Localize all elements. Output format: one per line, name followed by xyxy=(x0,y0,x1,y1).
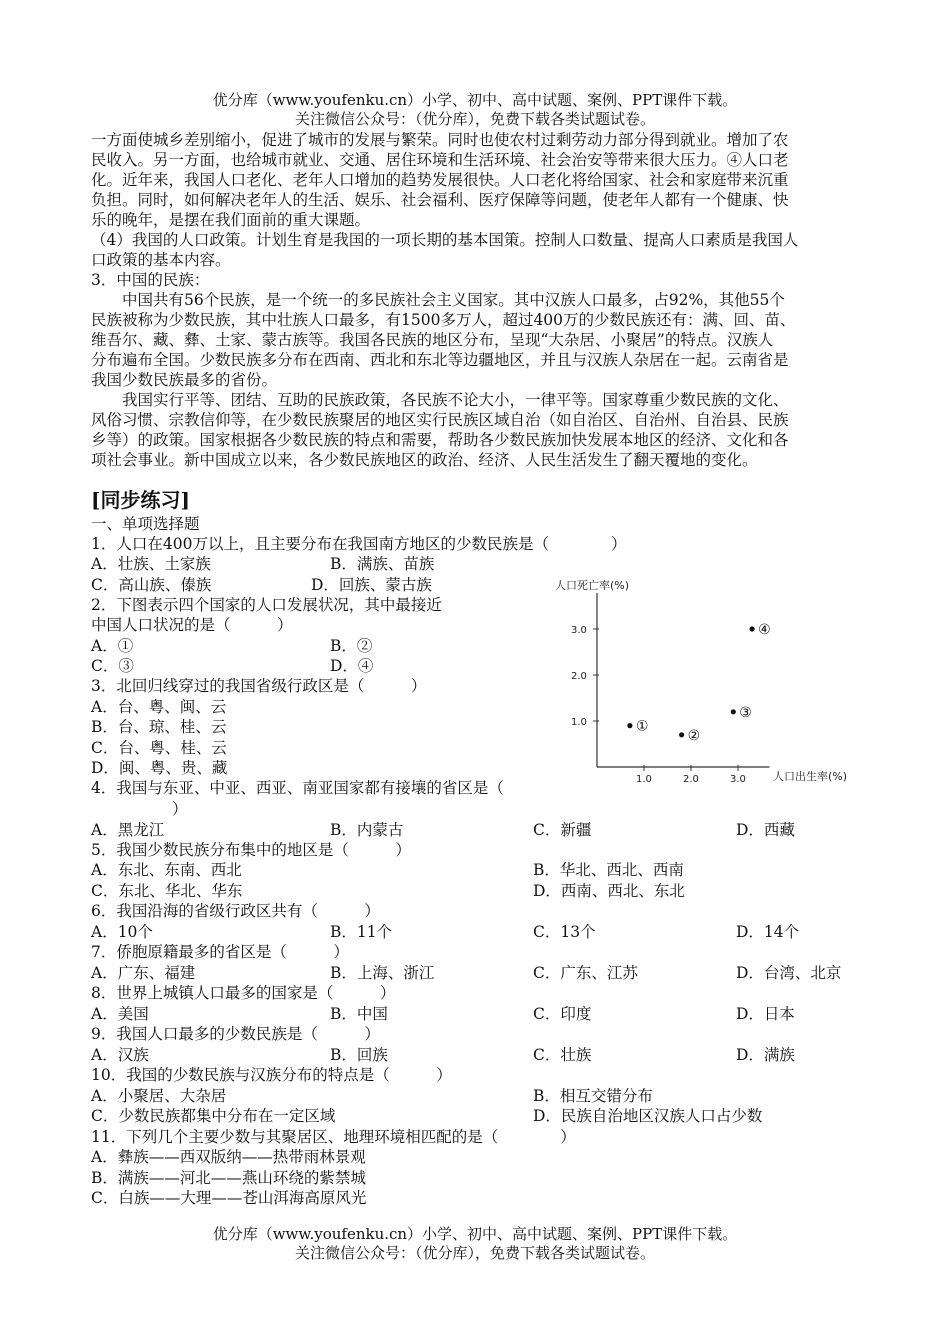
question-10-stem: 10．我国的少数民族与汉族分布的特点是（ ） xyxy=(91,1066,452,1084)
question-2-option-a: A．① xyxy=(91,637,134,655)
question-6-option-c: C．13个 xyxy=(533,923,596,941)
scatter-point-label: ② xyxy=(687,727,701,744)
scatter-point xyxy=(679,732,684,737)
scatter-point xyxy=(750,626,755,631)
question-6-option-b: B．11个 xyxy=(330,923,393,941)
body-line: 口政策的基本内容。 xyxy=(91,251,231,269)
scatter-point xyxy=(731,709,736,714)
question-5-option-b: B．华北、西北、西南 xyxy=(533,861,684,879)
footer-line-1: 优分库（www.youfenku.cn）小学、初中、高中试题、案例、PPT课件下载。 xyxy=(212,1225,738,1243)
question-5-option-a: A．东北、东南、西北 xyxy=(91,861,242,879)
question-10-option-a: A．小聚居、大杂居 xyxy=(91,1087,227,1105)
question-11-option-a: A．彝族——西双版纳——热带雨林景观 xyxy=(91,1148,366,1166)
body-line: 民收入。另一方面，也给城市就业、交通、居住环境和生活环境、社会治安等带来很大压力。④人口老 xyxy=(91,151,789,169)
question-8-option-b: B．中国 xyxy=(330,1005,388,1023)
question-8-stem: 8．世界上城镇人口最多的国家是（ ） xyxy=(91,984,396,1002)
header-line-2: 关注微信公众号：（优分库），免费下载各类试题试卷。 xyxy=(294,110,655,128)
question-11-stem: 11．下列几个主要少数与其聚居区、地理环境相匹配的是（ ） xyxy=(91,1128,576,1146)
y-tick-label: 1.0 xyxy=(571,717,587,728)
footer-line-2: 关注微信公众号：（优分库），免费下载各类试题试卷。 xyxy=(294,1244,655,1262)
question-7-option-b: B．上海、浙江 xyxy=(330,964,435,982)
question-2-stem-line-1: 2．下图表示四个国家的人口发展状况，其中最接近 xyxy=(91,596,442,614)
body-line: 乡等）的政策。国家根据各少数民族的特点和需要，帮助各少数民族加快发展本地区的经济、文化和各 xyxy=(91,431,789,449)
question-6-option-d: D．14个 xyxy=(736,923,800,941)
question-6-stem: 6．我国沿海的省级行政区共有（ ） xyxy=(91,902,380,920)
population-scatter-chart xyxy=(545,575,875,790)
question-1-option-a: A．壮族、土家族 xyxy=(91,555,211,573)
question-2-option-b: B．② xyxy=(330,637,373,655)
body-line: （4）我国的人口政策。计划生育是我国的一项长期的基本国策。控制人口数量、提高人口素质是我国人 xyxy=(91,231,799,249)
question-8-option-c: C．印度 xyxy=(533,1005,592,1023)
body-line: 维吾尔、藏、彝、土家、蒙古族等。我国各民族的地区分布，呈现“大杂居、小聚居”的特点。汉族人 xyxy=(91,331,774,349)
body-line: 化。近年来，我国人口老化、老年人口增加的趋势发展很快。人口老化将给国家、社会和家庭带来沉重 xyxy=(91,171,789,189)
question-9-option-a: A．汉族 xyxy=(91,1046,149,1064)
scatter-point-label: ① xyxy=(635,718,649,735)
question-4-option-b: B．内蒙古 xyxy=(330,821,404,839)
body-line: 风俗习惯、宗教信仰等，在少数民族聚居的地区实行民族区域自治（如自治区、自治州、自治县、民族 xyxy=(91,411,789,429)
question-1-option-d: D．回族、蒙古族 xyxy=(311,576,432,594)
question-3-option-c: C．台、粤、桂、云 xyxy=(91,739,227,757)
question-8-option-d: D．日本 xyxy=(736,1005,795,1023)
question-4-stem-line-1: 4．我国与东亚、中亚、西亚、南亚国家都有接壤的省区是（ xyxy=(91,779,504,797)
body-line: 我国实行平等、团结、互助的民族政策，各民族不论大小，一律平等。国家尊重少数民族的文化、 xyxy=(91,391,789,409)
question-3-stem: 3．北回归线穿过的我国省级行政区是（ ） xyxy=(91,677,427,695)
body-line: 我国少数民族最多的省份。 xyxy=(91,371,278,389)
question-10-option-d: D．民族自治地区汉族人口占少数 xyxy=(533,1107,763,1125)
section-title: [同步练习] xyxy=(91,488,190,512)
question-3-option-a: A．台、粤、闽、云 xyxy=(91,698,227,716)
question-11-option-c: C．白族——大理——苍山洱海高原风光 xyxy=(91,1189,367,1207)
part-title: 一、单项选择题 xyxy=(91,515,200,533)
question-6-option-a: A．10个 xyxy=(91,923,153,941)
question-1-stem: 1．人口在400万以上，且主要分布在我国南方地区的少数民族是（ ） xyxy=(91,535,627,553)
scatter-point xyxy=(627,723,632,728)
question-2-stem-line-2: 中国人口状况的是（ ） xyxy=(91,616,293,634)
question-5-stem: 5．我国少数民族分布集中的地区是（ ） xyxy=(91,841,411,859)
body-line: 中国共有56个民族，是一个统一的多民族社会主义国家。其中汉族人口最多，占92%，其他55个 xyxy=(91,291,785,309)
question-2-option-d: D．④ xyxy=(330,657,374,675)
question-2-option-c: C．③ xyxy=(91,657,134,675)
question-7-option-d: D．台湾、北京 xyxy=(736,964,842,982)
x-axis-label: 人口出生率(%) xyxy=(773,770,848,783)
question-10-option-b: B．相互交错分布 xyxy=(533,1087,653,1105)
question-3-option-b: B．台、琼、桂、云 xyxy=(91,718,227,736)
question-3-option-d: D．闽、粤、贵、藏 xyxy=(91,759,228,777)
question-4-option-c: C．新疆 xyxy=(533,821,592,839)
question-7-stem: 7．侨胞原籍最多的省区是（ ） xyxy=(91,943,349,961)
x-tick-label: 1.0 xyxy=(636,774,652,785)
x-tick-label: 2.0 xyxy=(683,774,699,785)
scatter-point-label: ③ xyxy=(739,704,752,721)
question-5-option-d: D．西南、西北、东北 xyxy=(533,882,685,900)
body-line: 乐的晚年，是摆在我们面前的重大课题。 xyxy=(91,211,371,229)
question-9-option-d: D．满族 xyxy=(736,1046,795,1064)
y-tick-label: 3.0 xyxy=(571,625,587,636)
question-1-option-b: B．满族、苗族 xyxy=(330,555,435,573)
body-line: 分布遍布全国。少数民族多分布在西南、西北和东北等边疆地区，并且与汉族人杂居在一起。云南省是 xyxy=(91,351,789,369)
question-8-option-a: A．美国 xyxy=(91,1005,149,1023)
y-axis-label: 人口死亡率(%) xyxy=(555,579,630,592)
question-4-option-a: A．黑龙江 xyxy=(91,821,165,839)
question-7-option-a: A．广东、福建 xyxy=(91,964,196,982)
question-9-stem: 9．我国人口最多的少数民族是（ ） xyxy=(91,1025,380,1043)
x-tick-label: 3.0 xyxy=(730,774,746,785)
question-5-option-c: C．东北、华北、华东 xyxy=(91,882,243,900)
body-line: 3．中国的民族： xyxy=(91,271,210,289)
body-line: 项社会事业。新中国成立以来，各少数民族地区的政治、经济、人民生活发生了翻天覆地的变化。 xyxy=(91,451,758,469)
question-4-stem-line-2: ） xyxy=(172,800,188,818)
question-10-option-c: C．少数民族都集中分布在一定区域 xyxy=(91,1107,336,1125)
y-tick-label: 2.0 xyxy=(571,671,587,682)
question-7-option-c: C．广东、江苏 xyxy=(533,964,638,982)
question-9-option-c: C．壮族 xyxy=(533,1046,592,1064)
question-4-option-d: D．西藏 xyxy=(736,821,795,839)
question-11-option-b: B．满族——河北——燕山环绕的紫禁城 xyxy=(91,1169,366,1187)
body-line: 负担。同时，如何解决老年人的生活、娱乐、社会福利、医疗保障等问题，使老年人都有一个健康、快 xyxy=(91,191,789,209)
header-line-1: 优分库（www.youfenku.cn）小学、初中、高中试题、案例、PPT课件下载。 xyxy=(212,91,738,109)
question-1-option-c: C．高山族、傣族 xyxy=(91,576,212,594)
body-line: 一方面使城乡差别缩小，促进了城市的发展与繁荣。同时也使农村过剩劳动力部分得到就业。增加了农 xyxy=(91,131,789,149)
scatter-point-label: ④ xyxy=(758,622,771,638)
body-line: 民族被称为少数民族，其中壮族人口最多，有1500多万人，超过400万的少数民族还有：满、回、苗、 xyxy=(91,311,796,329)
question-9-option-b: B．回族 xyxy=(330,1046,388,1064)
